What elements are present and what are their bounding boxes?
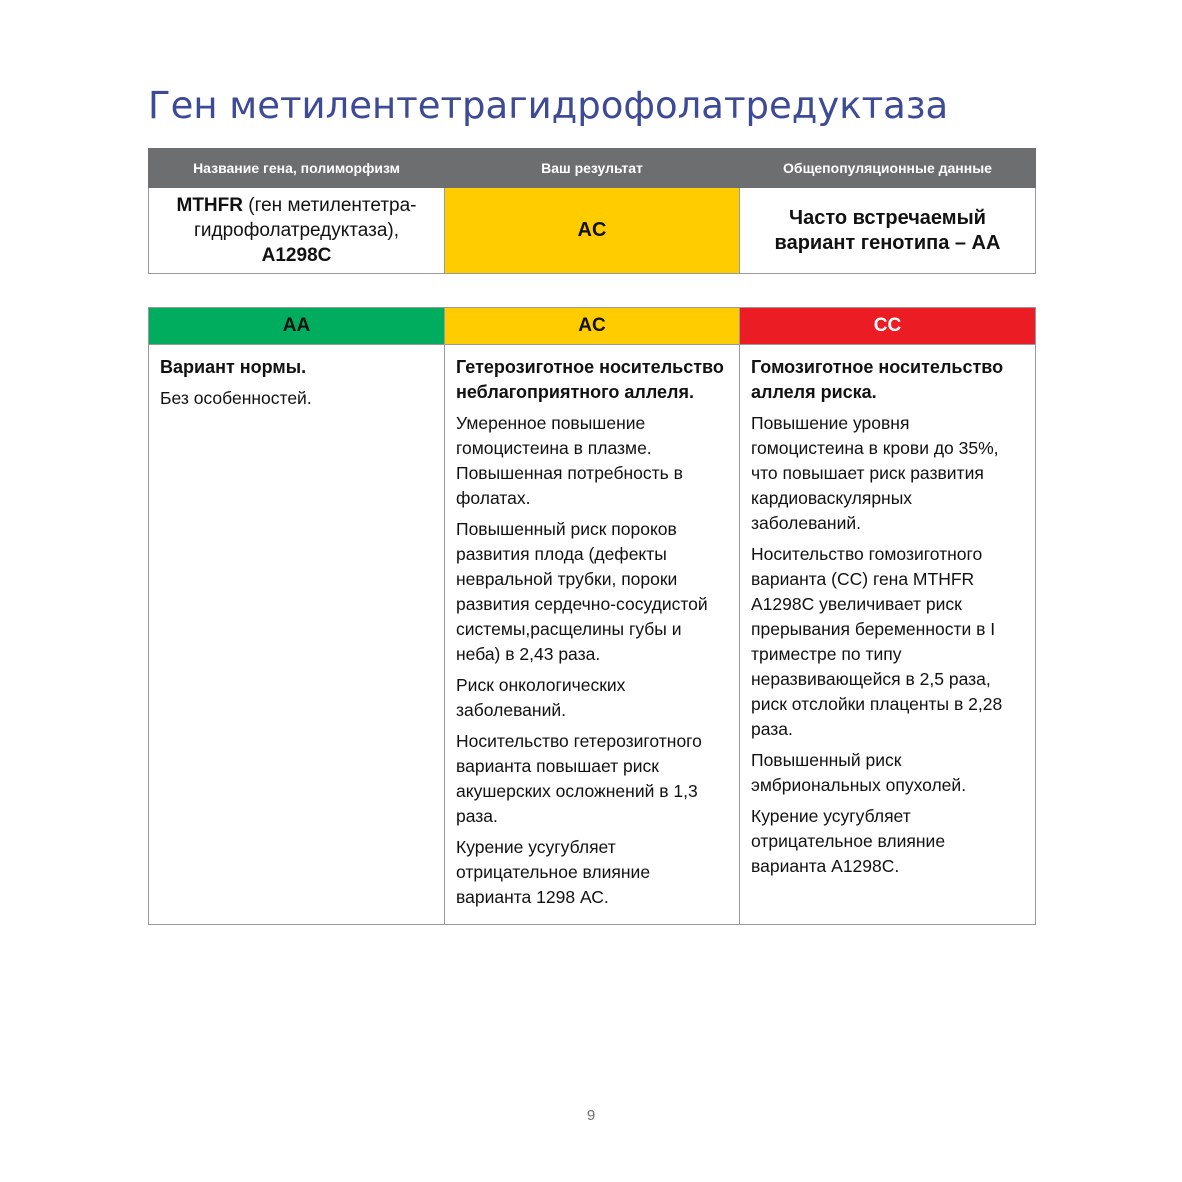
genotype-ac-header: AC xyxy=(445,308,740,345)
genotype-summary-heading: Вариант нормы. xyxy=(160,357,307,377)
genotype-paragraph: Носительство гетерозиготного варианта повышает риск акушерских осложнений в 1,3 раза. xyxy=(456,731,702,826)
genotype-paragraph: Умеренное повышение гомоцистеина в плазме. Повышенная потребность в фолатах. xyxy=(456,413,683,508)
genotype-paragraph: Курение усугубляет отрицательное влияние варианта 1298 АС. xyxy=(456,837,651,907)
genotype-aa-description xyxy=(149,345,445,925)
genotype-paragraph: Носительство гомозиготного варианта (СС) гена MTHFR А1298С увеличивает риск прерывания беременности в I триместре по типу неразвивающейся в 2,5 раза, риск отслойки плаценты в 2,28 раза. xyxy=(751,544,1003,739)
gene-cell xyxy=(149,188,445,274)
genotype-description-row xyxy=(149,345,1036,925)
genotype-paragraph: Курение усугубляет отрицательное влияние варианта А1298С. xyxy=(751,806,946,876)
genotype-aa-header: AA xyxy=(149,308,445,345)
genotype-ac-description xyxy=(445,345,740,925)
gene-variant: A1298C xyxy=(261,245,332,266)
summary-header-row xyxy=(149,149,1036,188)
header-result: Ваш результат xyxy=(445,149,740,188)
genotype-cc-description xyxy=(740,345,1036,925)
genotype-paragraph: Повышение уровня гомоцистеина в крови до 35%, что повышает риск развития кардиоваскулярных заболеваний. xyxy=(751,413,999,533)
population-line2: вариант генотипа – АА xyxy=(774,231,1001,254)
population-cell xyxy=(740,188,1036,274)
page-title: Ген метилентетрагидрофолатредуктаза xyxy=(148,84,949,127)
header-gene: Название гена, полиморфизм xyxy=(149,149,445,188)
summary-data-row xyxy=(149,188,1036,274)
genotype-paragraph: Повышенный риск эмбриональных опухолей. xyxy=(751,750,967,795)
gene-symbol: MTHFR xyxy=(176,195,243,216)
header-population: Общепопуляционные данные xyxy=(740,149,1036,188)
genotype-paragraph: Повышенный риск пороков развития плода (дефекты невральной трубки, пороки развития сердечно-сосудистой системы,расщелины губы и неба) в 2,43 раза. xyxy=(456,519,708,664)
result-cell xyxy=(445,188,740,274)
page-number: 9 xyxy=(586,1107,596,1124)
genotype-paragraph: Без особенностей. xyxy=(160,388,312,408)
population-line1: Часто встречаемый xyxy=(789,206,986,229)
summary-table xyxy=(148,148,1036,274)
genotype-cc-header: CC xyxy=(740,308,1036,345)
result-value: AC xyxy=(577,219,607,241)
gene-full-name-line1: (ген метилентетра- xyxy=(242,195,417,216)
genotype-summary-heading: Гомозиготное носительство аллеля риска. xyxy=(751,357,1004,402)
genotype-summary-heading: Гетерозиготное носительство неблагоприятного аллеля. xyxy=(456,357,724,402)
genotype-paragraph: Риск онкологических заболеваний. xyxy=(456,675,626,720)
gene-full-name-line2: гидрофолатредуктаза), xyxy=(193,220,400,241)
genotype-table xyxy=(148,307,1036,925)
genotype-header-row xyxy=(149,308,1036,345)
